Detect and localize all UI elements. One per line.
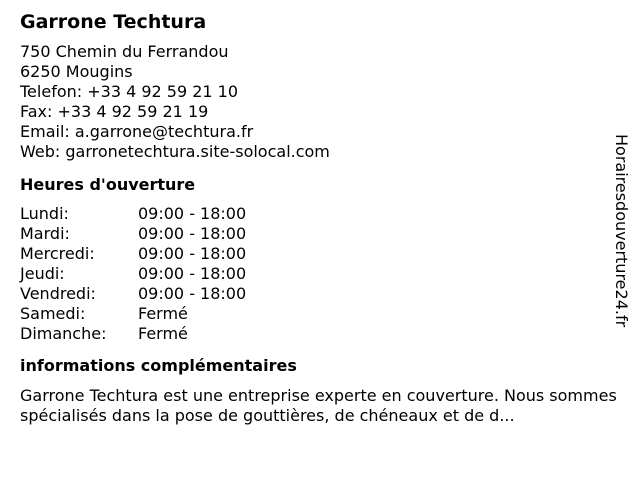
watermark-text: Horairesdouverture24.fr	[612, 134, 631, 328]
hours-day: Mercredi:	[20, 244, 95, 263]
hours-time: 09:00 - 18:00	[138, 244, 247, 263]
hours-day: Jeudi:	[20, 264, 65, 283]
hours-time: 09:00 - 18:00	[138, 224, 247, 243]
opening-hours-heading: Heures d'ouverture	[20, 175, 196, 194]
website: Web: garronetechtura.site-solocal.com	[20, 142, 330, 161]
hours-day: Vendredi:	[20, 284, 96, 303]
fax-number: Fax: +33 4 92 59 21 19	[20, 102, 209, 121]
opening-hours-table	[20, 204, 600, 344]
hours-day: Samedi:	[20, 304, 86, 323]
company-name: Garrone Techtura	[20, 11, 207, 33]
hours-row	[20, 244, 600, 264]
hours-row	[20, 304, 600, 324]
hours-day: Lundi:	[20, 204, 69, 223]
address-city: 6250 Mougins	[20, 62, 133, 81]
phone-number: Telefon: +33 4 92 59 21 10	[20, 82, 239, 101]
hours-time: Fermé	[138, 304, 188, 323]
email-address: Email: a.garrone@techtura.fr	[20, 122, 254, 141]
address-street: 750 Chemin du Ferrandou	[20, 42, 229, 61]
contact-block	[20, 42, 600, 162]
hours-row	[20, 204, 600, 224]
hours-row	[20, 324, 600, 344]
hours-time: 09:00 - 18:00	[138, 204, 247, 223]
additional-info-heading: informations complémentaires	[20, 356, 297, 375]
hours-time: Fermé	[138, 324, 188, 343]
hours-time: 09:00 - 18:00	[138, 284, 247, 303]
hours-day: Dimanche:	[20, 324, 107, 343]
business-info	[20, 8, 617, 426]
hours-row	[20, 264, 600, 284]
hours-time: 09:00 - 18:00	[138, 264, 247, 283]
hours-row	[20, 224, 600, 244]
hours-row	[20, 284, 600, 304]
side-watermark	[609, 134, 633, 344]
additional-info-text: Garrone Techtura est une entreprise experte en couverture. Nous sommes spécialisés dans la pose de gouttières, de chéneaux et de d...	[20, 386, 617, 425]
hours-day: Mardi:	[20, 224, 70, 243]
